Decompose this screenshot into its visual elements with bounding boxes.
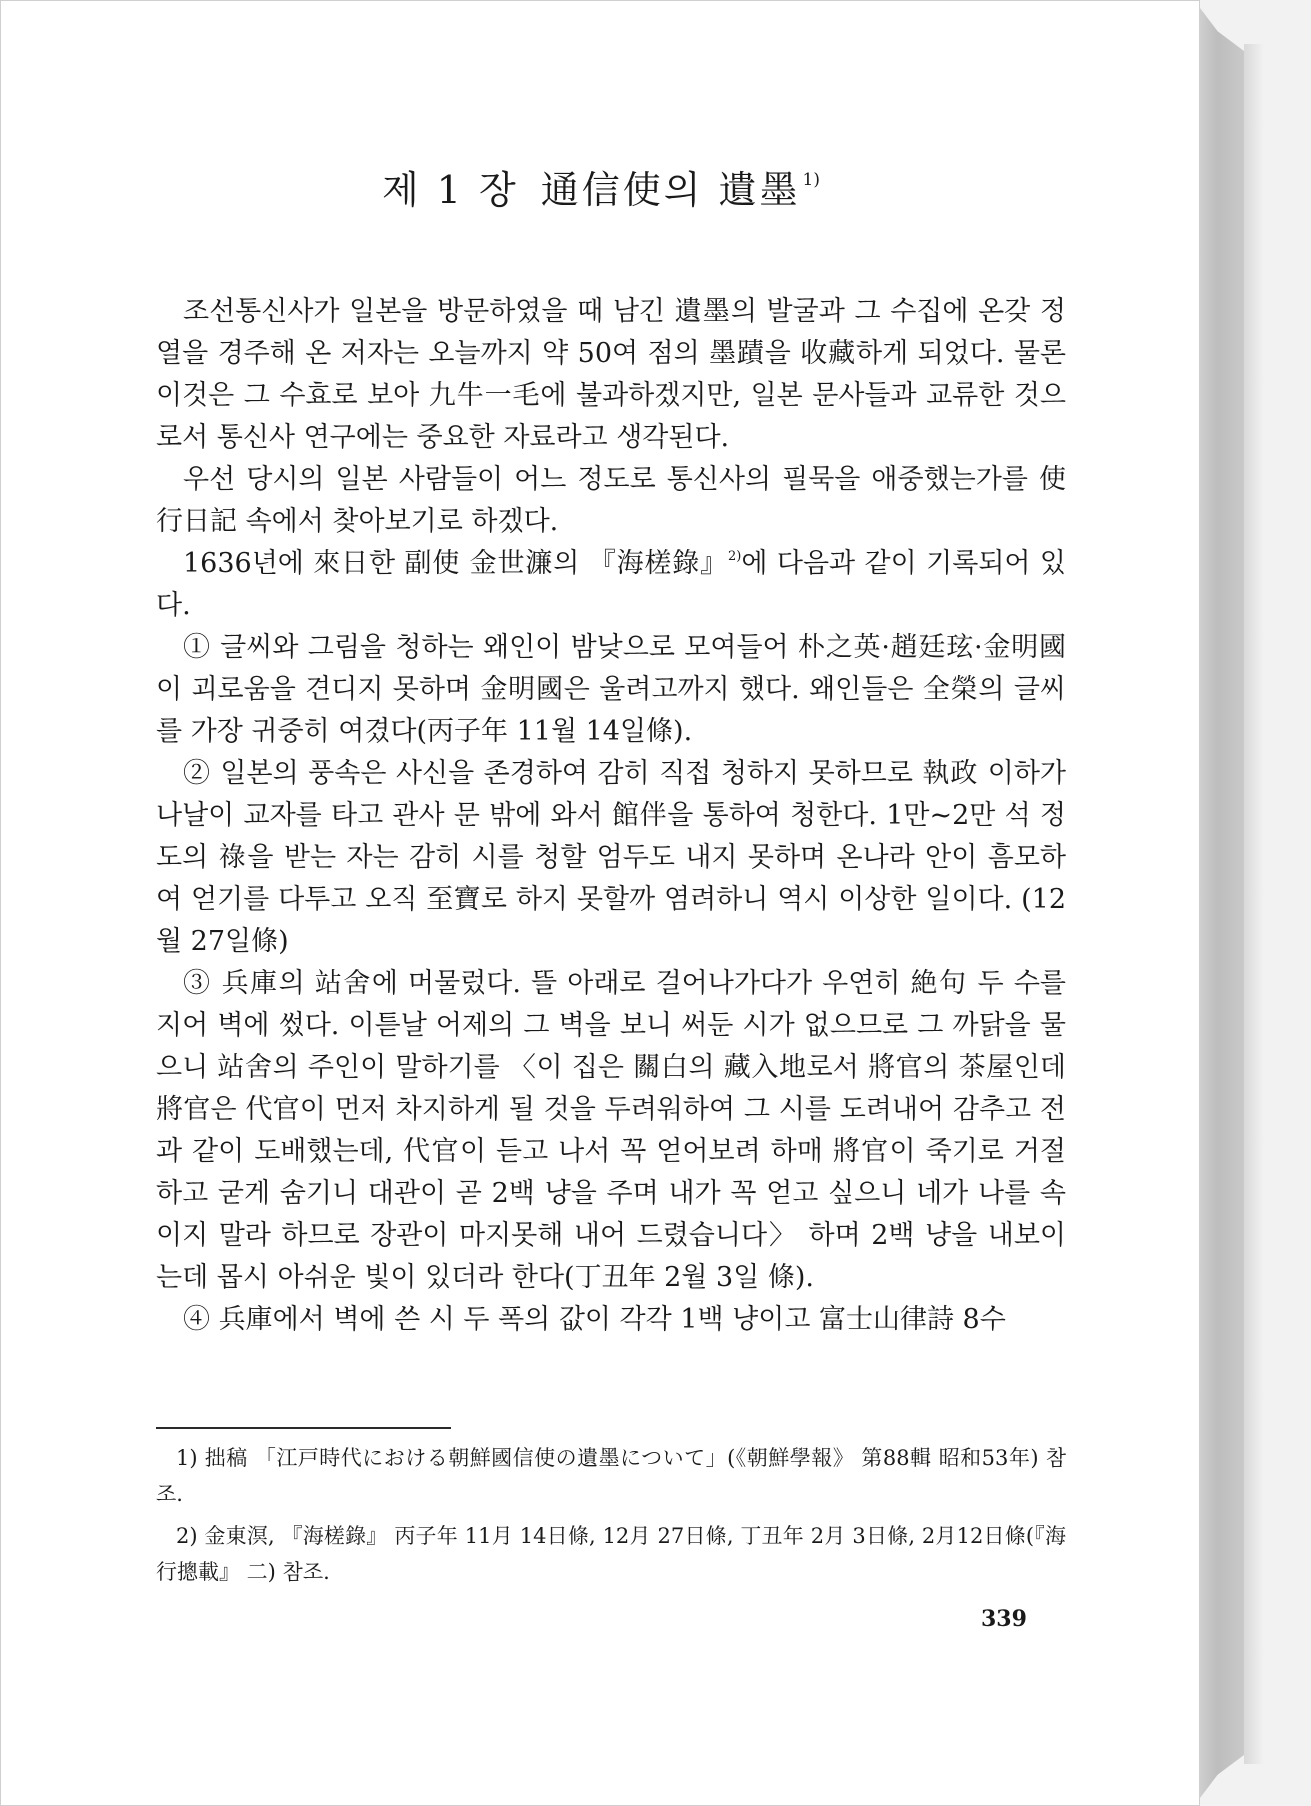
footnote-ref-1[interactable]: 1) (802, 170, 820, 190)
quote-item-2: ② 일본의 풍속은 사신을 존경하여 감히 직접 청하지 못하므로 執政 이하가 나날이 교자를 타고 관사 문 밖에 와서 館伴을 통하여 청한다. 1만~2만 석 정도의 祿을 받는 자는 감히 시를 청할 엄두도 내지 못하며 온나라 안이 흠모하여 얻기를 다투고 오직 至寶로 하지 못할까 염려하니 역시 이상한 일이다. (12월 27일條) (156, 758, 1066, 957)
footnotes (156, 1440, 1066, 1596)
paragraph-preface: 우선 당시의 일본 사람들이 어느 정도로 통신사의 필묵을 애중했는가를 使行日記 속에서 찾아보기로 하겠다. (156, 464, 1066, 537)
footnote-1: 1) 拙稿 「江戸時代における朝鮮國信使の遺墨について」(《朝鮮學報》 第88輯 昭和53年) 참조. (156, 1446, 1066, 1506)
quote-item-3: ③ 兵庫의 站舍에 머물렀다. 뜰 아래로 걸어나가다가 우연히 絶句 두 수를 지어 벽에 썼다. 이튿날 어제의 그 벽을 보니 써둔 시가 없으므로 그 까닭을 물으니 站舍의 주인이 말하기를 〈이 집은 關白의 藏入地로서 將官의 茶屋인데 將官은 代官이 먼저 차지하게 될 것을 두려워하여 그 시를 도려내어 감추고 전과 같이 도배했는데, 代官이 듣고 나서 꼭 얻어보려 하매 將官이 죽기로 거절하고 굳게 숨기니 대관이 곧 2백 냥을 주며 내가 꼭 얻고 싶으니 네가 나를 속이지 말라 하므로 장관이 마지못해 내어 드렸습니다〉 하며 2백 냥을 내보이는데 몹시 아쉬운 빛이 있더라 한다(丁丑年 2월 3일 條). (156, 968, 1066, 1293)
chapter-title (1, 159, 1201, 214)
footnote-divider (156, 1427, 451, 1429)
body-text (156, 291, 1066, 1341)
chapter-label: 제 1 장 (381, 168, 519, 212)
paragraph-source-text: 1636년에 來日한 副使 金世濂의 『海槎錄』 (183, 548, 729, 579)
quote-item-1: ① 글씨와 그림을 청하는 왜인이 밤낮으로 모여들어 朴之英·趙廷玹·金明國이 괴로움을 견디지 못하며 金明國은 울려고까지 했다. 왜인들은 全榮의 글씨를 가장 귀중히 여겼다(丙子年 11월 14일條). (156, 632, 1066, 747)
page-edge (1200, 8, 1244, 1798)
footnote-2: 2) 金東溟, 『海槎錄』 丙子年 11月 14日條, 12月 27日條, 丁丑年 2月 3日條, 2月12日條(『海行摠載』 二) 참조. (156, 1524, 1066, 1584)
paragraph-source-tail: 에 다음과 같이 기록되어 있다. (156, 548, 1067, 621)
quote-item-4: ④ 兵庫에서 벽에 쓴 시 두 폭의 값이 각각 1백 냥이고 富士山律詩 8수 (183, 1304, 1006, 1335)
chapter-title-text: 通信使의 遺墨 (540, 168, 801, 212)
page-number: 339 (981, 1606, 1027, 1632)
paragraph-source (156, 543, 1066, 627)
footnote-ref-2[interactable]: 2) (728, 549, 742, 564)
page-edge-shadow (1244, 44, 1264, 1764)
paragraph-intro: 조선통신사가 일본을 방문하였을 때 남긴 遺墨의 발굴과 그 수집에 온갖 정열을 경주해 온 저자는 오늘까지 약 50여 점의 墨蹟을 收藏하게 되었다. 물론 이것은 그 수효로 보아 九牛一毛에 불과하겠지만, 일본 문사들과 교류한 것으로서 통신사 연구에는 중요한 자료라고 생각된다. (156, 296, 1066, 453)
